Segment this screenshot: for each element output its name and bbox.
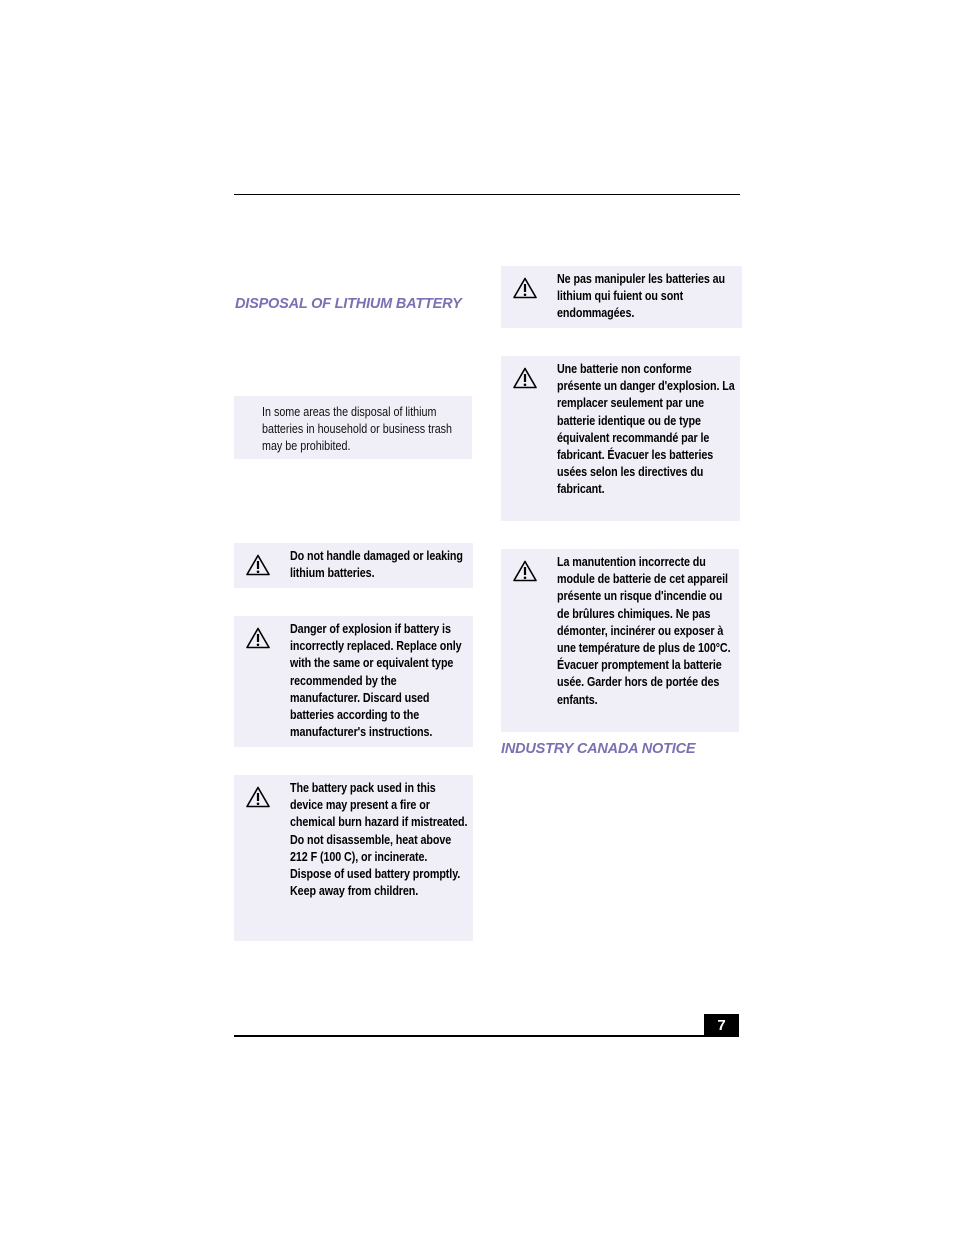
note-text: In some areas the disposal of lithium batteries in household or business trash may be prohibited. <box>262 405 453 454</box>
warning-text-en-3: The battery pack used in this device may present a fire or chemical burn hazard if mistreated. Do not disassemble, heat above 212 F (100 C), or incinerate. Dispose of used battery promptly. Keep away from children. <box>290 781 468 899</box>
warning-box-fr-3 <box>501 549 739 732</box>
warning-triangle-icon <box>246 554 270 576</box>
footer-rule <box>234 1035 704 1037</box>
warning-text-fr-1: Ne pas manipuler les batteries au lithium qui fuient ou sont endommagées. <box>557 272 726 321</box>
heading-industry-canada-notice: INDUSTRY CANADA NOTICE <box>501 741 696 757</box>
warning-text-en-1: Do not handle damaged or leaking lithium batteries. <box>290 549 463 581</box>
warning-text-fr-3: La manutention incorrecte du module de batterie de cet appareil présente un risque d'incendie ou de brûlures chimiques. Ne pas démonter, incinérer ou exposer à une température de plus de 100°C. Évacuer promptement la batterie usée. Garder hors de portée des enfants. <box>557 555 731 707</box>
warning-triangle-icon <box>513 560 537 582</box>
warning-triangle-icon <box>513 277 537 299</box>
warning-triangle-icon <box>246 627 270 649</box>
warning-box-en-1 <box>234 543 473 588</box>
warning-text-en-2: Danger of explosion if battery is incorrectly replaced. Replace only with the same or equivalent type recommended by the manufacturer. Discard used batteries according to the manufacturer's instructions. <box>290 622 462 740</box>
warning-box-en-2 <box>234 616 473 747</box>
header-rule <box>234 194 740 195</box>
warning-box-fr-2 <box>501 356 740 521</box>
heading-disposal-lithium-battery: DISPOSAL OF LITHIUM BATTERY <box>235 296 462 312</box>
page-number: 7 <box>704 1014 739 1037</box>
note-box <box>234 396 472 459</box>
warning-triangle-icon <box>246 786 270 808</box>
warning-box-en-3 <box>234 775 473 941</box>
warning-box-fr-1 <box>501 266 742 328</box>
warning-triangle-icon <box>513 367 537 389</box>
warning-text-fr-2: Une batterie non conforme présente un danger d'explosion. La remplacer seulement par une batterie identique ou de type équivalent recommandé par le fabricant. Évacuer les batteries usées selon les directives du fabricant. <box>557 362 735 497</box>
